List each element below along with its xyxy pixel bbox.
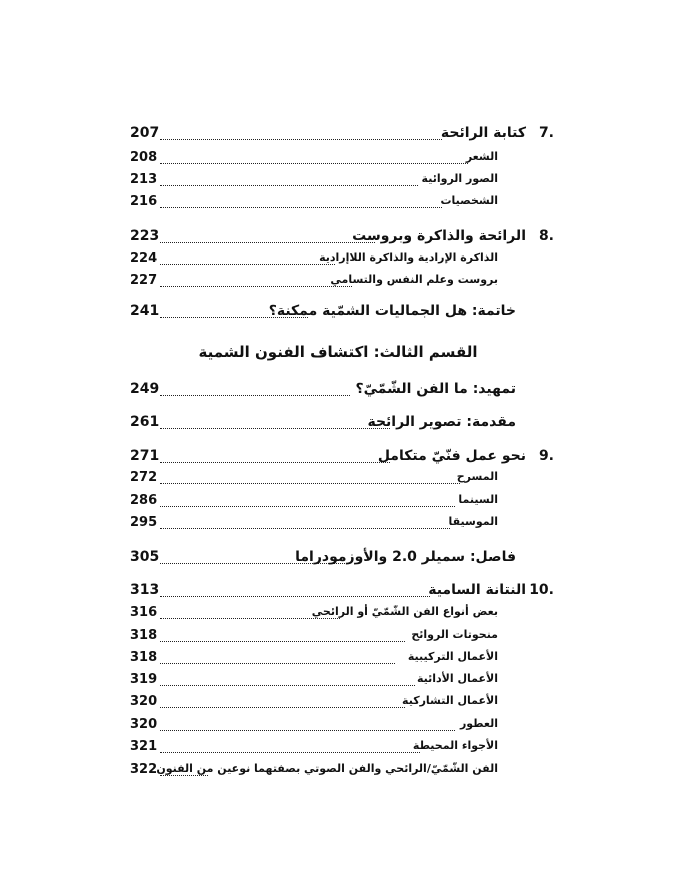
entry-title: بروست وعلم النفس والتسامي xyxy=(330,273,498,286)
entry-title: النتانة السامية xyxy=(428,582,526,598)
page-number: 208 xyxy=(130,150,158,165)
dot-leader xyxy=(160,685,415,686)
entry-title: الموسيقا xyxy=(448,515,498,528)
entry-title: كتابة الرائحة xyxy=(440,125,526,141)
page-number: 320 xyxy=(130,717,158,732)
entry-title: فاصل: سميلر 2.0 والأوزمودراما xyxy=(295,549,516,565)
page-number: 216 xyxy=(130,194,158,209)
page-number: 318 xyxy=(130,650,158,665)
dot-leader xyxy=(160,286,352,287)
dot-leader xyxy=(160,483,460,484)
dot-leader xyxy=(160,506,455,507)
dot-leader xyxy=(160,264,335,265)
dot-leader xyxy=(160,528,450,529)
dot-leader xyxy=(160,163,468,164)
dot-leader xyxy=(160,663,395,664)
entry-title: العطور xyxy=(459,717,498,730)
chapter-number: 7. xyxy=(538,125,554,141)
page-number: 319 xyxy=(130,672,158,687)
dot-leader xyxy=(160,775,208,776)
dot-leader xyxy=(160,618,340,619)
page-number: 316 xyxy=(130,605,158,620)
chapter-number: 10. xyxy=(529,582,554,598)
page-number: 286 xyxy=(130,493,158,508)
entry-title: خاتمة: هل الجماليات الشمّية ممكنة؟ xyxy=(268,303,516,319)
entry-title: نحو عمل فنّيّ متكامل xyxy=(377,448,526,464)
dot-leader xyxy=(160,242,375,243)
entry-title: الأعمال التركيبية xyxy=(407,650,498,663)
page-number: 272 xyxy=(130,470,158,485)
page-number: 223 xyxy=(130,228,160,244)
entry-title: الصور الروائية xyxy=(421,172,498,185)
entry-title: الذاكرة الإرادية والذاكرة اللاإرادية xyxy=(319,251,498,264)
entry-title: الشخصيات xyxy=(440,194,498,207)
entry-title: الفن الشّمّيّ/الرائحي والفن الصوتي بصفتهما نوعين من الفنون xyxy=(156,762,498,775)
dot-leader xyxy=(160,395,350,396)
page-number: 295 xyxy=(130,515,158,530)
entry-title: المسرح xyxy=(456,470,498,483)
page-number: 318 xyxy=(130,628,158,643)
dot-leader xyxy=(160,462,390,463)
dot-leader xyxy=(160,730,455,731)
page-number: 241 xyxy=(130,303,160,319)
entry-title: تمهيد: ما الفن الشّمّيّ؟ xyxy=(355,381,516,397)
dot-leader xyxy=(160,428,390,429)
entry-title: الشعر xyxy=(465,150,498,163)
entry-title: مقدمة: تصوير الرائحة xyxy=(367,414,516,430)
page-number: 321 xyxy=(130,739,158,754)
dot-leader xyxy=(160,596,430,597)
page-number: 271 xyxy=(130,448,160,464)
page-number: 213 xyxy=(130,172,158,187)
page-number: 207 xyxy=(130,125,160,141)
entry-title: الأعمال الأدائية xyxy=(416,672,498,685)
page-number: 249 xyxy=(130,381,160,397)
page-number: 313 xyxy=(130,582,160,598)
page-number: 305 xyxy=(130,549,160,565)
page-number: 320 xyxy=(130,694,158,709)
entry-title: منحوتات الروائح xyxy=(411,628,498,641)
entry-title: السينما xyxy=(458,493,498,506)
page-number: 224 xyxy=(130,251,158,266)
dot-leader xyxy=(160,185,418,186)
dot-leader xyxy=(160,207,442,208)
page-number: 227 xyxy=(130,273,158,288)
section-heading: القسم الثالث: اكتشاف الفنون الشمية xyxy=(198,343,478,361)
page-number: 322 xyxy=(130,762,158,777)
chapter-number: 8. xyxy=(538,228,554,244)
dot-leader xyxy=(160,752,420,753)
dot-leader xyxy=(160,707,405,708)
page-number: 261 xyxy=(130,414,160,430)
dot-leader xyxy=(160,139,442,140)
dot-leader xyxy=(160,641,405,642)
entry-title: بعض أنواع الفن الشّمّيّ أو الرائحي xyxy=(311,605,498,618)
entry-title: الرائحة والذاكرة وبروست xyxy=(352,228,526,244)
entry-title: الأعمال التشاركية xyxy=(402,694,498,707)
chapter-number: 9. xyxy=(538,448,554,464)
entry-title: الأجواء المحيطة xyxy=(412,739,498,752)
